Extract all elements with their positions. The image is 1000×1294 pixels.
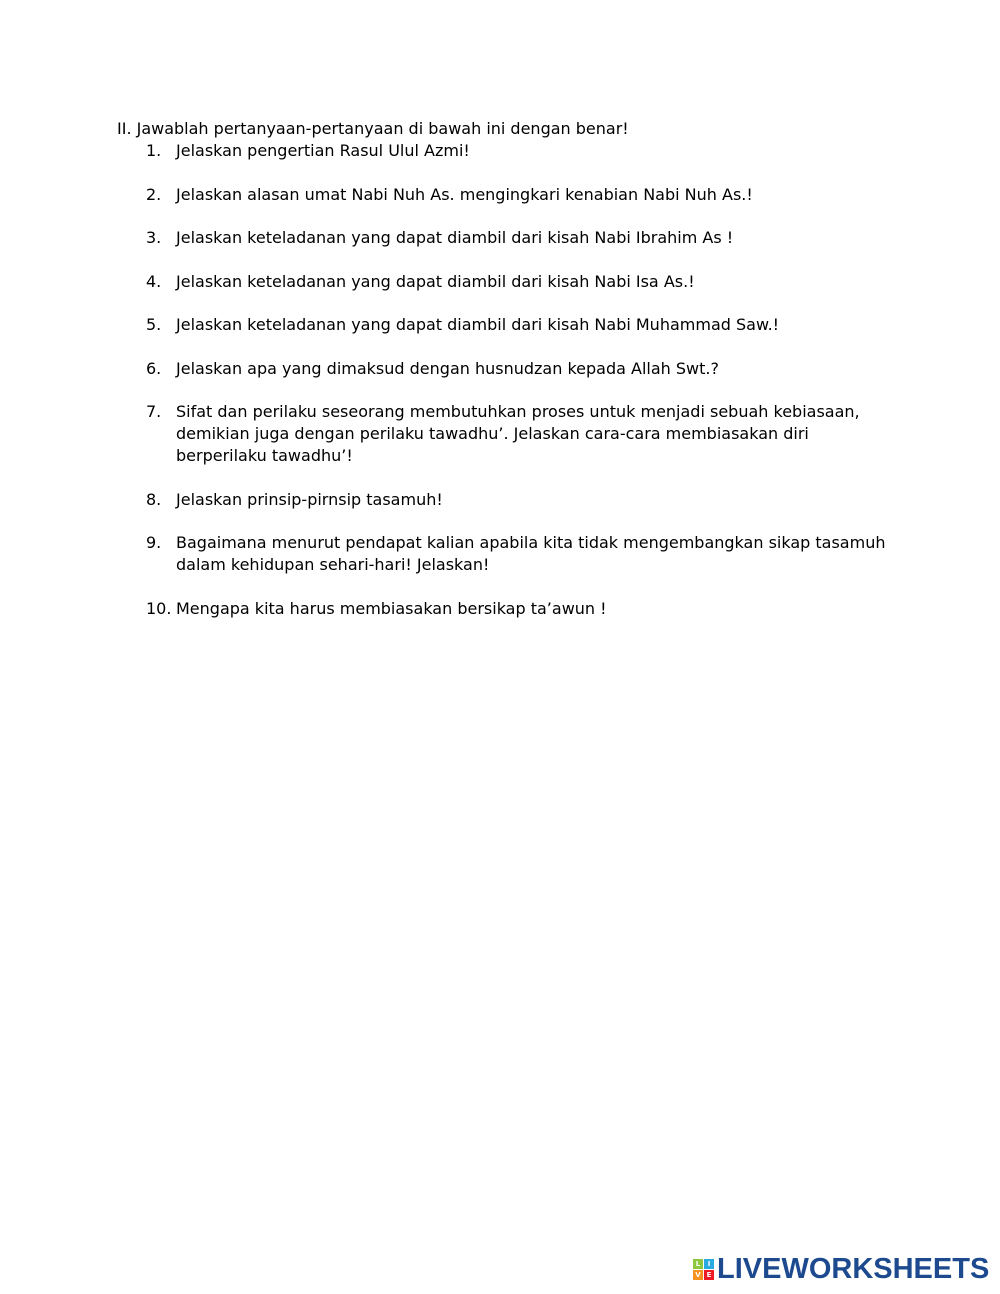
question-item <box>146 184 886 206</box>
liveworksheets-logo <box>693 1254 989 1284</box>
question-item <box>146 227 886 249</box>
question-number: 4. <box>146 271 162 291</box>
question-item <box>146 489 886 511</box>
question-number: 7. <box>146 402 162 421</box>
question-text: Mengapa kita harus membiasakan bersikap ta’awun ! <box>176 598 607 618</box>
logo-mark-e: E <box>704 1270 714 1280</box>
logo-mark-i: I <box>704 1259 714 1269</box>
question-item <box>146 358 886 380</box>
question-text: Jelaskan alasan umat Nabi Nuh As. mengingkari kenabian Nabi Nuh As.! <box>176 184 753 204</box>
question-number: 9. <box>146 533 162 552</box>
section-heading: II. Jawablah pertanyaan-pertanyaan di bawah ini dengan benar! <box>117 119 629 138</box>
question-list <box>146 140 886 641</box>
logo-mark-v: V <box>693 1270 703 1280</box>
question-number: 1. <box>146 141 162 160</box>
logo-mark-l: L <box>693 1259 703 1269</box>
logo-wordmark: LIVEWORKSHEETS <box>717 1253 990 1285</box>
question-item <box>146 401 886 467</box>
question-number: 3. <box>146 228 162 247</box>
question-number: 8. <box>146 489 162 509</box>
question-number: 2. <box>146 184 162 204</box>
question-number: 6. <box>146 358 162 378</box>
question-text: Jelaskan pengertian Rasul Ulul Azmi! <box>176 141 470 160</box>
question-text: Jelaskan keteladanan yang dapat diambil dari kisah Nabi Muhammad Saw.! <box>176 315 780 334</box>
liveworksheets-mark-icon <box>693 1259 714 1280</box>
question-item <box>146 532 886 576</box>
question-text: Sifat dan perilaku seseorang membutuhkan proses untuk menjadi sebuah kebiasaan, demikian juga dengan perilaku tawadhu’. Jelaskan cara-cara membiasakan diri berperilaku tawadhu’! <box>176 402 860 465</box>
question-text: Jelaskan prinsip-pirnsip tasamuh! <box>176 489 443 509</box>
question-item <box>146 271 886 293</box>
question-item <box>146 598 886 620</box>
question-item <box>146 140 886 162</box>
question-text: Jelaskan apa yang dimaksud dengan husnudzan kepada Allah Swt.? <box>176 358 719 378</box>
question-text: Jelaskan keteladanan yang dapat diambil dari kisah Nabi Isa As.! <box>176 271 695 291</box>
question-item <box>146 314 886 336</box>
question-number: 10. <box>146 598 172 618</box>
question-number: 5. <box>146 315 162 334</box>
question-text: Jelaskan keteladanan yang dapat diambil dari kisah Nabi Ibrahim As ! <box>176 228 734 247</box>
question-text: Bagaimana menurut pendapat kalian apabila kita tidak mengembangkan sikap tasamuh dalam kehidupan sehari-hari! Jelaskan! <box>176 533 886 574</box>
